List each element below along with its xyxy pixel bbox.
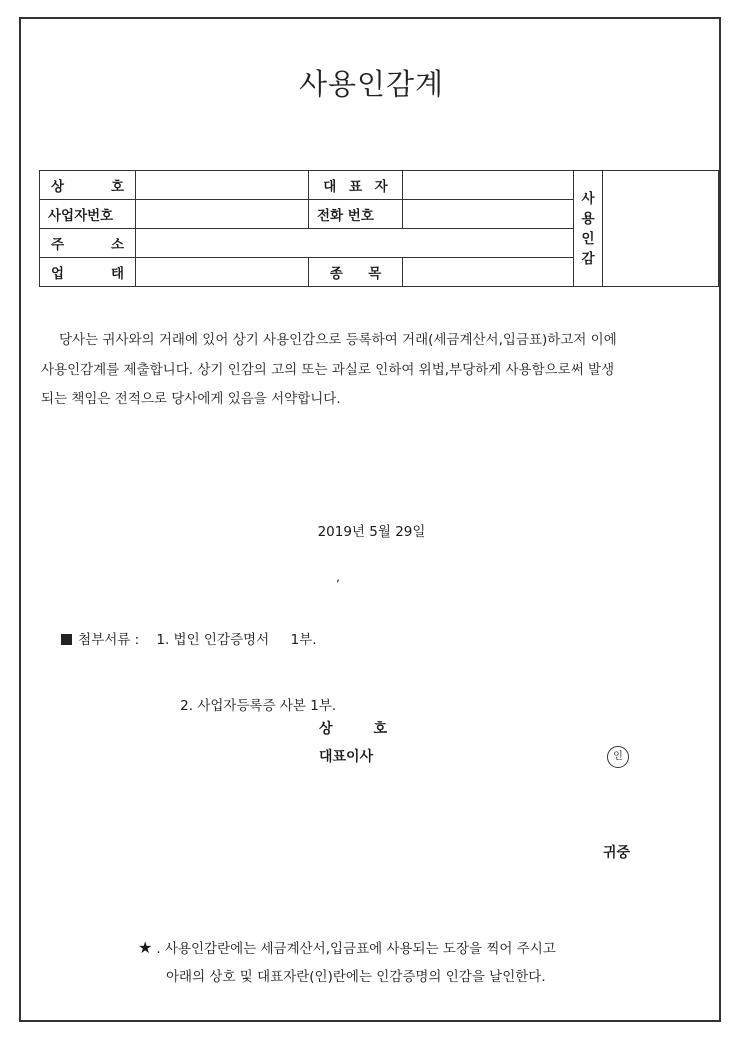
recipient-label: 귀중 [603,845,631,861]
signature-company-label: 상 호 [319,721,387,737]
ceo-value-cell[interactable] [403,171,574,200]
ceo-label: 대 표 자 [309,171,403,200]
address-value-cell[interactable] [136,229,574,258]
pledge-line-3: 되는 책임은 전적으로 당사에게 있음을 서약합니다. [41,391,341,407]
biztype-label: 업 태 [40,258,136,287]
bizno-value-cell[interactable] [136,200,309,229]
document-title: 사용인감계 [298,67,445,101]
square-bullet-icon [61,634,72,645]
company-label: 상 호 [40,171,136,200]
attachments-label: 첨부서류 : [78,632,140,648]
pledge-line-1: 당사는 귀사와의 거래에 있어 상기 사용인감으로 등록하여 거래(세금계산서,입금표)하고저 이에 [59,332,617,348]
star-icon: ★ [138,938,153,957]
note-line-1: . 사용인감란에는 세금계산서,입금표에 사용되는 도장을 찍어 주시고 [156,941,556,957]
item-value-cell[interactable] [403,258,574,287]
attachments [44,607,336,739]
signature-ceo-label: 대표이사 [319,749,374,765]
document-date: 2019년 5월 29일 [317,524,426,540]
stray-mark: ‚ [336,570,340,584]
note-line-2: 아래의 상호 및 대표자란(인)란에는 인감증명의 인감을 날인한다. [166,969,546,985]
seal-stamp-cell[interactable] [603,171,719,287]
pledge-paragraph [41,326,681,415]
seal-mark-icon: 인 [607,746,629,768]
company-value-cell[interactable] [136,171,309,200]
item-label: 종 목 [309,258,403,287]
seal-label: 사 용 인 감 [574,171,603,287]
attachment-item-1: 1. 법인 인감증명서 1부. [156,632,317,648]
pledge-line-2: 사용인감계를 제출합니다. 상기 인감의 고의 또는 과실로 인하여 위법,부당하게 사용함으로써 발생 [41,361,615,378]
biztype-value-cell[interactable] [136,258,309,287]
instruction-note [138,934,556,991]
phone-value-cell[interactable] [403,200,574,229]
bizno-label: 사업자번호 [40,200,136,229]
info-table [39,170,719,287]
attachment-item-2: 2. 사업자등록증 사본 1부. [180,698,337,714]
address-label: 주 소 [40,229,136,258]
phone-label: 전화 번호 [309,200,403,229]
